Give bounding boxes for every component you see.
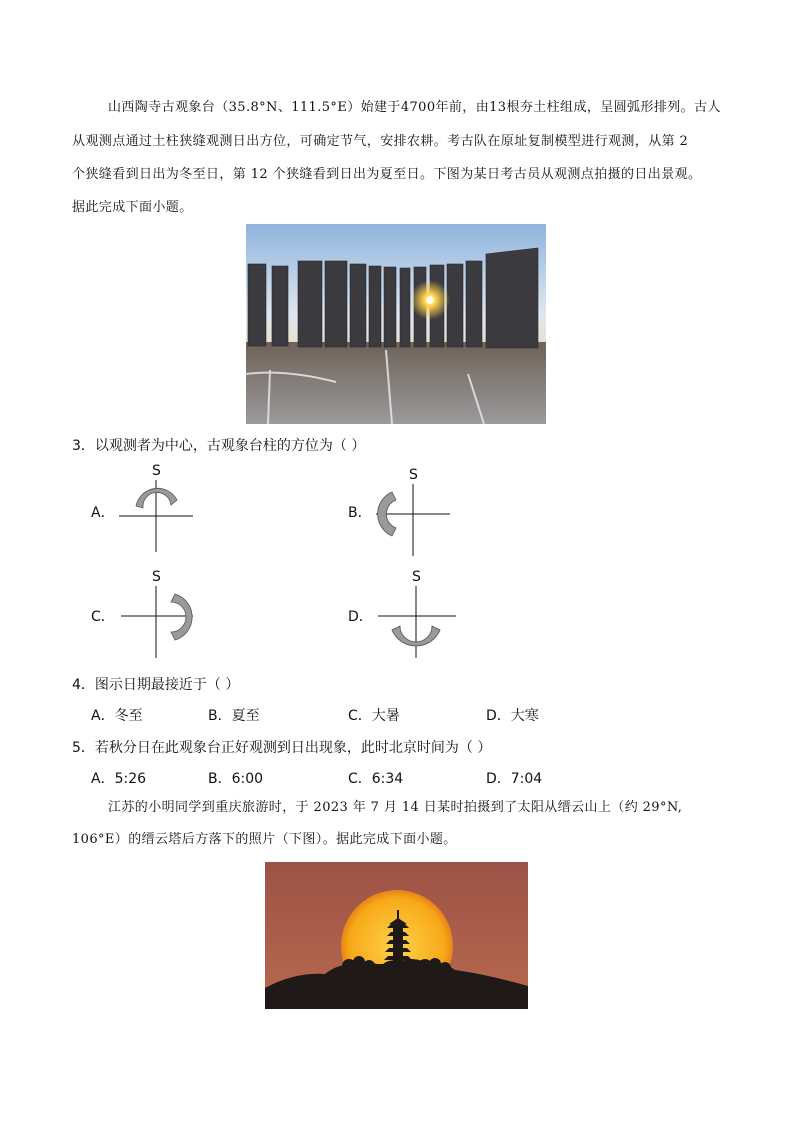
q4-option-b[interactable]: B．夏至 [208, 708, 260, 724]
question-4-stem: 4．图示日期最接近于（ ） [72, 677, 240, 693]
passage-1-line-1: 山西陶寺古观象台（35.8°N、111.5°E）始建于4700年前，由13根夯土柱组成，呈圆弧形排列。古人 [108, 100, 721, 115]
compass-s-label: S [412, 569, 421, 585]
observatory-sunrise-photo [246, 224, 546, 424]
q3-option-a-label: A． [91, 505, 115, 521]
compass-arc-south-diagram [372, 566, 462, 662]
q4-option-a[interactable]: A．冬至 [91, 708, 143, 724]
q5-option-a[interactable]: A．5:26 [91, 771, 147, 787]
compass-arc-west-diagram [115, 566, 197, 662]
passage-1-line-3: 个狭缝看到日出为冬至日，第 12 个狭缝看到日出为夏至日。下图为某日考古员从观测点拍摄的日出景观。 [72, 167, 702, 182]
passage-2-line-2: 106°E）的缙云塔后方落下的照片（下图）。据此完成下面小题。 [72, 832, 457, 847]
question-3-stem: 3．以观测者为中心，古观象台柱的方位为（ ） [72, 438, 366, 454]
compass-arc-east-diagram [372, 462, 454, 558]
q5-option-d[interactable]: D．7:04 [486, 771, 543, 787]
passage-2-line-1: 江苏的小明同学到重庆旅游时，于 2023 年 7 月 14 日某时拍摄到了太阳从缙云山上（约 29°N, [108, 800, 683, 815]
compass-s-label: S [152, 569, 161, 585]
q3-option-b-label: B． [348, 505, 372, 521]
compass-arc-north-diagram [115, 458, 197, 554]
compass-s-label: S [409, 467, 418, 483]
question-5-stem: 5．若秋分日在此观象台正好观测到日出现象，此时北京时间为（ ） [72, 740, 492, 756]
q5-option-c[interactable]: C．6:34 [348, 771, 404, 787]
sunset-pagoda-photo [265, 862, 528, 1009]
q3-option-d-label: D． [348, 609, 373, 625]
compass-s-label: S [152, 463, 161, 479]
passage-1-line-4: 据此完成下面小题。 [72, 200, 193, 215]
q4-option-d[interactable]: D．大寒 [486, 708, 539, 724]
q3-option-c-label: C． [91, 609, 115, 625]
passage-1-line-2: 从观测点通过土柱狭缝观测日出方位，可确定节气，安排农耕。考古队在原址复制模型进行观测，从第 2 [72, 134, 689, 149]
q4-option-c[interactable]: C．大暑 [348, 708, 400, 724]
q5-option-b[interactable]: B．6:00 [208, 771, 264, 787]
